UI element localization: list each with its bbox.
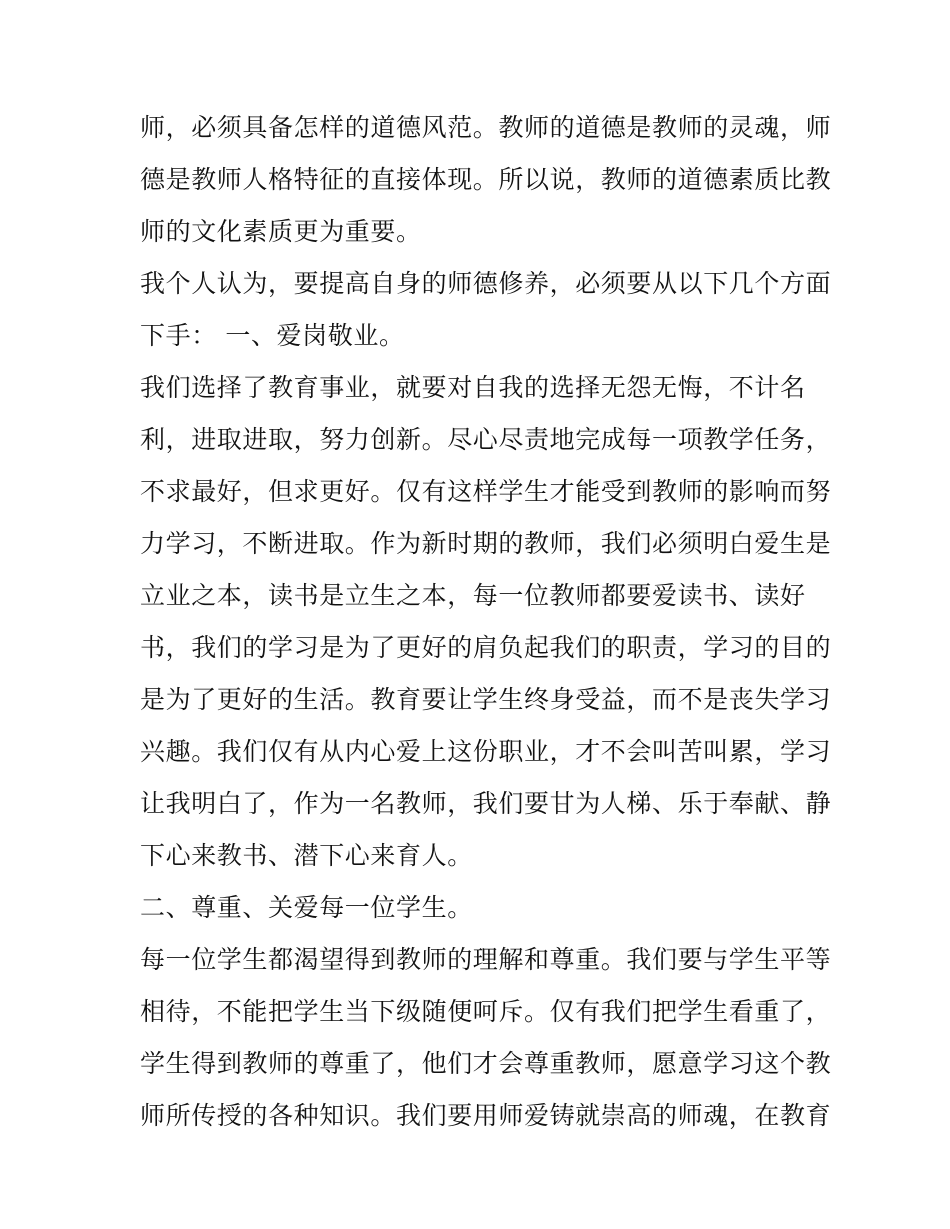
text-line: 力学习，不断进取。作为新时期的教师，我们必须明白爱生是 bbox=[140, 529, 832, 558]
section-heading: 二、尊重、关爱每一位学生。 bbox=[140, 893, 473, 922]
text-line: 下手： 一、爱岗敬业。 bbox=[140, 321, 405, 350]
body-text bbox=[140, 106, 832, 1146]
text-line: 德是教师人格特征的直接体现。所以说，教师的道德素质比教 bbox=[140, 165, 832, 194]
text-line: 相待，不能把学生当下级随便呵斥。仅有我们把学生看重了， bbox=[140, 997, 832, 1026]
text-line: 是为了更好的生活。教育要让学生终身受益，而不是丧失学习 bbox=[140, 685, 832, 714]
text-line: 师的文化素质更为重要。 bbox=[140, 217, 422, 246]
text-line: 我们选择了教育事业，就要对自我的选择无怨无悔，不计名 bbox=[140, 373, 806, 402]
text-line: 立业之本，读书是立生之本，每一位教师都要爱读书、读好 bbox=[140, 581, 806, 610]
text-line: 利，进取进取，努力创新。尽心尽责地完成每一项教学任务， bbox=[140, 425, 832, 454]
text-line: 兴趣。我们仅有从内心爱上这份职业，才不会叫苦叫累，学习 bbox=[140, 737, 832, 766]
text-line: 书，我们的学习是为了更好的肩负起我们的职责，学习的目的 bbox=[140, 633, 832, 662]
text-line: 师，必须具备怎样的道德风范。教师的道德是教师的灵魂，师 bbox=[140, 113, 832, 142]
text-line: 我个人认为，要提高自身的师德修养，必须要从以下几个方面 bbox=[140, 269, 832, 298]
text-line: 下心来教书、潜下心来育人。 bbox=[140, 841, 473, 870]
text-line: 不求最好，但求更好。仅有这样学生才能受到教师的影响而努 bbox=[140, 477, 832, 506]
text-line: 让我明白了，作为一名教师，我们要甘为人梯、乐于奉献、静 bbox=[140, 789, 832, 818]
text-line: 学生得到教师的尊重了，他们才会尊重教师，愿意学习这个教 bbox=[140, 1049, 832, 1078]
text-line: 师所传授的各种知识。我们要用师爱铸就崇高的师魂，在教育 bbox=[140, 1101, 832, 1130]
text-line: 每一位学生都渴望得到教师的理解和尊重。我们要与学生平等 bbox=[140, 945, 832, 974]
